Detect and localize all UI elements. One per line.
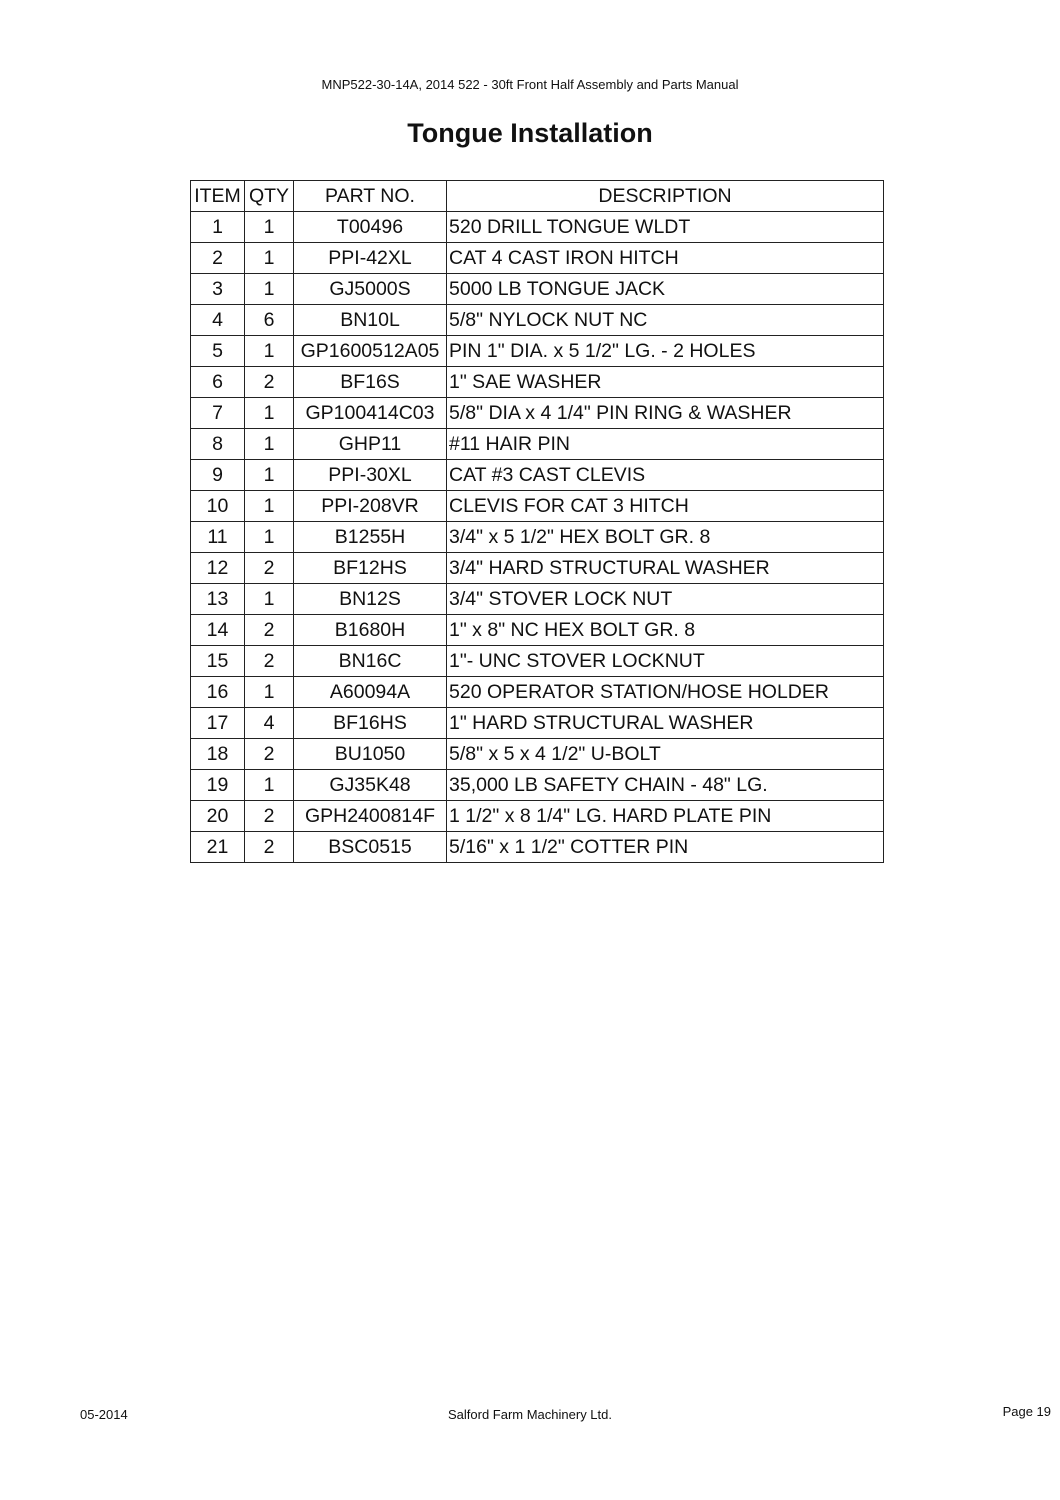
quantity-cell: 2 — [245, 739, 294, 770]
footer-date: 05-2014 — [80, 1407, 128, 1422]
part-number-cell: BN10L — [294, 305, 447, 336]
item-number-cell: 8 — [191, 429, 245, 460]
table-row — [191, 336, 884, 367]
part-number-cell: PPI-42XL — [294, 243, 447, 274]
part-number-cell: B1680H — [294, 615, 447, 646]
item-number-cell: 20 — [191, 801, 245, 832]
description-cell: CAT 4 CAST IRON HITCH — [447, 243, 884, 274]
table-row — [191, 367, 884, 398]
description-cell: 1"- UNC STOVER LOCKNUT — [447, 646, 884, 677]
quantity-cell: 1 — [245, 770, 294, 801]
item-number-cell: 12 — [191, 553, 245, 584]
quantity-cell: 2 — [245, 553, 294, 584]
description-cell: 520 DRILL TONGUE WLDT — [447, 212, 884, 243]
item-number-cell: 1 — [191, 212, 245, 243]
column-header-item: ITEM — [191, 181, 245, 212]
item-number-cell: 5 — [191, 336, 245, 367]
item-number-cell: 16 — [191, 677, 245, 708]
item-number-cell: 4 — [191, 305, 245, 336]
description-cell: 5000 LB TONGUE JACK — [447, 274, 884, 305]
part-number-cell: GP1600512A05 — [294, 336, 447, 367]
item-number-cell: 17 — [191, 708, 245, 739]
table-row — [191, 708, 884, 739]
quantity-cell: 1 — [245, 460, 294, 491]
item-number-cell: 13 — [191, 584, 245, 615]
table-row — [191, 398, 884, 429]
table-row — [191, 770, 884, 801]
item-number-cell: 7 — [191, 398, 245, 429]
item-number-cell: 18 — [191, 739, 245, 770]
table-row — [191, 615, 884, 646]
quantity-cell: 1 — [245, 398, 294, 429]
quantity-cell: 1 — [245, 274, 294, 305]
column-header-qty: QTY — [245, 181, 294, 212]
part-number-cell: GHP11 — [294, 429, 447, 460]
part-number-cell: GP100414C03 — [294, 398, 447, 429]
quantity-cell: 2 — [245, 646, 294, 677]
item-number-cell: 14 — [191, 615, 245, 646]
part-number-cell: BSC0515 — [294, 832, 447, 863]
part-number-cell: BN12S — [294, 584, 447, 615]
quantity-cell: 6 — [245, 305, 294, 336]
quantity-cell: 2 — [245, 832, 294, 863]
table-row — [191, 832, 884, 863]
table-row — [191, 491, 884, 522]
description-cell: CAT #3 CAST CLEVIS — [447, 460, 884, 491]
quantity-cell: 2 — [245, 367, 294, 398]
table-row — [191, 243, 884, 274]
description-cell: CLEVIS FOR CAT 3 HITCH — [447, 491, 884, 522]
description-cell: 1" HARD STRUCTURAL WASHER — [447, 708, 884, 739]
quantity-cell: 2 — [245, 801, 294, 832]
table-row — [191, 584, 884, 615]
part-number-cell: BF12HS — [294, 553, 447, 584]
table-row — [191, 646, 884, 677]
description-cell: PIN 1" DIA. x 5 1/2" LG. - 2 HOLES — [447, 336, 884, 367]
part-number-cell: PPI-208VR — [294, 491, 447, 522]
quantity-cell: 4 — [245, 708, 294, 739]
part-number-cell: T00496 — [294, 212, 447, 243]
part-number-cell: GJ35K48 — [294, 770, 447, 801]
item-number-cell: 10 — [191, 491, 245, 522]
table-body — [191, 212, 884, 863]
part-number-cell: GJ5000S — [294, 274, 447, 305]
item-number-cell: 3 — [191, 274, 245, 305]
quantity-cell: 1 — [245, 677, 294, 708]
quantity-cell: 2 — [245, 615, 294, 646]
table-row — [191, 429, 884, 460]
quantity-cell: 1 — [245, 491, 294, 522]
description-cell: 3/4" x 5 1/2" HEX BOLT GR. 8 — [447, 522, 884, 553]
table-row — [191, 460, 884, 491]
description-cell: 35,000 LB SAFETY CHAIN - 48" LG. — [447, 770, 884, 801]
description-cell: 5/8" DIA x 4 1/4" PIN RING & WASHER — [447, 398, 884, 429]
quantity-cell: 1 — [245, 336, 294, 367]
parts-table — [190, 180, 884, 863]
item-number-cell: 2 — [191, 243, 245, 274]
description-cell: #11 HAIR PIN — [447, 429, 884, 460]
item-number-cell: 6 — [191, 367, 245, 398]
description-cell: 3/4" HARD STRUCTURAL WASHER — [447, 553, 884, 584]
part-number-cell: BF16HS — [294, 708, 447, 739]
document-header: MNP522-30-14A, 2014 522 - 30ft Front Half Assembly and Parts Manual — [321, 77, 739, 92]
description-cell: 520 OPERATOR STATION/HOSE HOLDER — [447, 677, 884, 708]
part-number-cell: GPH2400814F — [294, 801, 447, 832]
description-cell: 1" SAE WASHER — [447, 367, 884, 398]
page-number: Page 19 — [1002, 1404, 1051, 1419]
table-row — [191, 274, 884, 305]
part-number-cell: BN16C — [294, 646, 447, 677]
part-number-cell: PPI-30XL — [294, 460, 447, 491]
table-row — [191, 305, 884, 336]
part-number-cell: A60094A — [294, 677, 447, 708]
description-cell: 5/8" NYLOCK NUT NC — [447, 305, 884, 336]
item-number-cell: 19 — [191, 770, 245, 801]
quantity-cell: 1 — [245, 584, 294, 615]
table-row — [191, 677, 884, 708]
table-row — [191, 553, 884, 584]
quantity-cell: 1 — [245, 212, 294, 243]
description-cell: 5/8" x 5 x 4 1/2" U-BOLT — [447, 739, 884, 770]
page-title: Tongue Installation — [407, 118, 653, 148]
table-header-row — [191, 181, 884, 212]
description-cell: 1" x 8" NC HEX BOLT GR. 8 — [447, 615, 884, 646]
item-number-cell: 21 — [191, 832, 245, 863]
item-number-cell: 9 — [191, 460, 245, 491]
quantity-cell: 1 — [245, 243, 294, 274]
table-row — [191, 212, 884, 243]
table-row — [191, 522, 884, 553]
description-cell: 5/16" x 1 1/2" COTTER PIN — [447, 832, 884, 863]
part-number-cell: B1255H — [294, 522, 447, 553]
table-row — [191, 801, 884, 832]
column-header-part-no: PART NO. — [294, 181, 447, 212]
description-cell: 1 1/2" x 8 1/4" LG. HARD PLATE PIN — [447, 801, 884, 832]
description-cell: 3/4" STOVER LOCK NUT — [447, 584, 884, 615]
item-number-cell: 11 — [191, 522, 245, 553]
item-number-cell: 15 — [191, 646, 245, 677]
footer-company: Salford Farm Machinery Ltd. — [447, 1407, 612, 1422]
part-number-cell: BF16S — [294, 367, 447, 398]
column-header-description: DESCRIPTION — [447, 181, 884, 212]
quantity-cell: 1 — [245, 522, 294, 553]
table-row — [191, 739, 884, 770]
part-number-cell: BU1050 — [294, 739, 447, 770]
quantity-cell: 1 — [245, 429, 294, 460]
